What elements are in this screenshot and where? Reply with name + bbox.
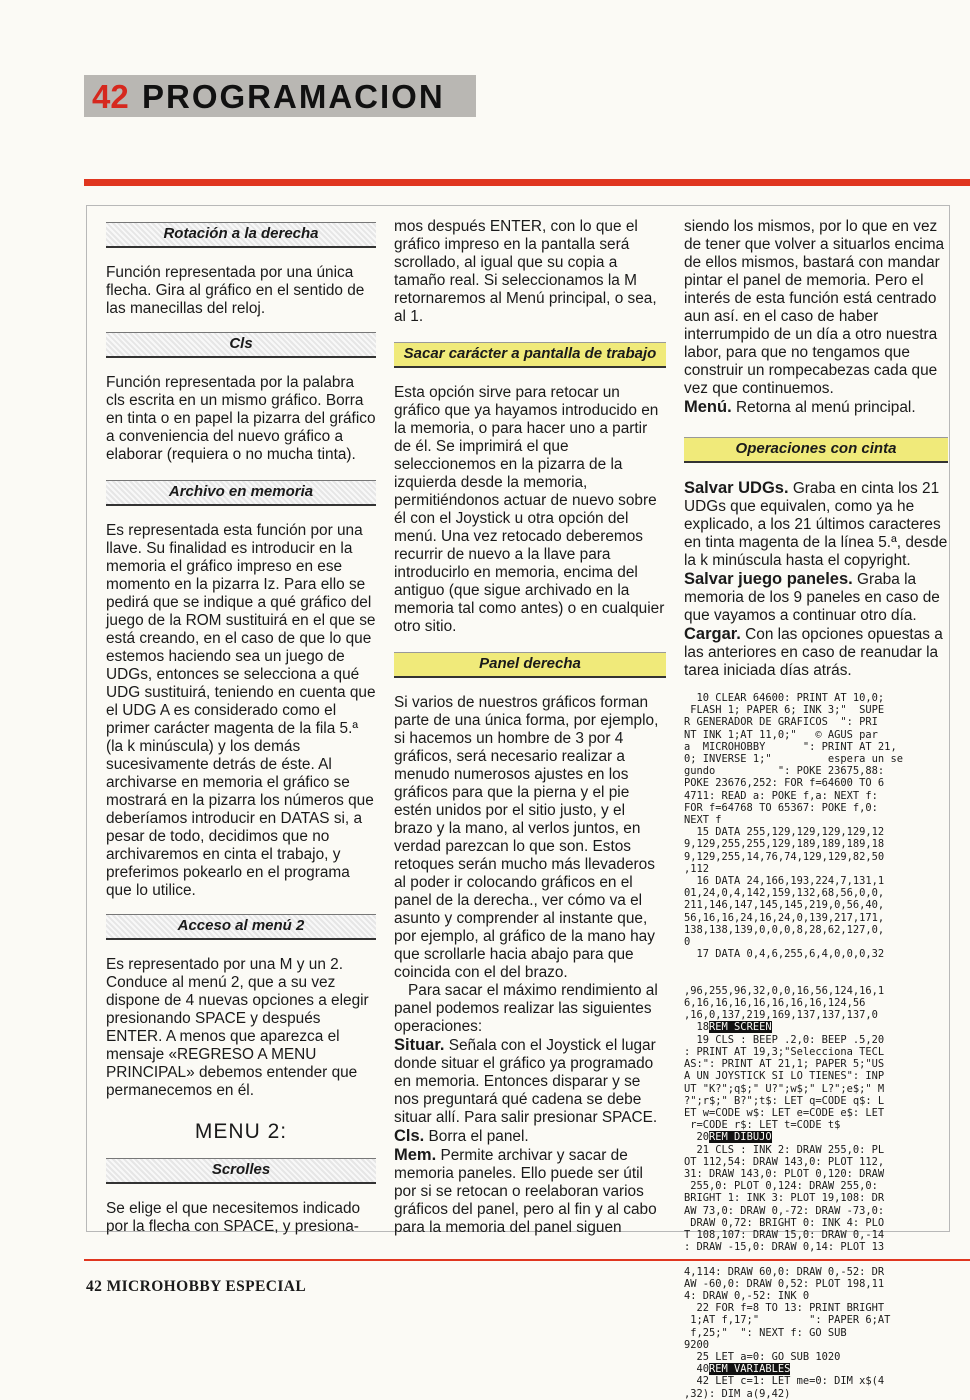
paragraph-mem: Mem. Permite archivar y sacar de memoria paneles. Ello puede ser útil por si se retocan o reelaboran varios gráficos del panel, pero al fin y al cabo para la memoria del panel siguen (394, 1146, 657, 1236)
column-2 (394, 218, 666, 1237)
column-1 (106, 218, 376, 1236)
paragraph: Para sacar el máximo rendimiento al panel podemos realizar las siguientes operaciones: (394, 982, 658, 1035)
paragraph: Función representada por una única flecha. Gira al gráfico en el sentido de las manecillas del reloj. (106, 264, 365, 317)
paragraph-cls: Cls. Borra el panel. (394, 1127, 529, 1145)
paragraph: siendo los mismos, por lo que en vez de tener que volver a situarlos encima de ellos mismos, bastará con mandar pintar el panel de memoria. Pero el interés de esta función está centrado aun así. en el caso de haber interrumpido de un día a otro nuestra labor, para que no tengamos que construir un rompecabezas cada que vez que continuemos. (684, 218, 945, 397)
page-footer: 42 MICROHOBBY ESPECIAL (86, 1278, 307, 1295)
paragraph-cargar: Cargar. Con las opciones opuestas a las anteriores en caso de reanudar la tarea iniciada días atrás. (684, 625, 943, 679)
menu-2-title: MENU 2: (194, 1120, 288, 1143)
inverse-rem: REM VARIABLES (709, 1363, 791, 1376)
header-title: PROGRAMACION (142, 78, 445, 115)
page-header (84, 75, 476, 117)
section-heading-cinta: Operaciones con cinta (684, 437, 948, 463)
section-heading-acceso: Acceso al menú 2 (106, 914, 376, 940)
inverse-rem: REM DIBUJO (709, 1131, 772, 1144)
paragraph: Es representada esta función por una llave. Su finalidad es introducir en la memoria el gráfico impreso en ese momento en la pizarra Iz. Para ello se pedirá que se indique a qué gráfico del juego de la ROM sustituirá en el que se está creando, en el caso de que lo que estemos haciendo sea un juego de UDGs, entonces se selecciona a qué UDG sustituirá, teniendo en cuenta que el UDG A es considerado como el primer carácter magenta de la fila 5.ª (la k minúscula) y los demás sucesivamente detrás de éste. Al archivarse en memoria el gráfico se mostrará en la pizarra los números que deberíamos introducir en DATAS si, a pesar de todo, decidimos que no archivaremos en cinta el trabajo, y preferimos pokearlo en el programa que lo utilice. (106, 522, 376, 899)
paragraph-menu: Menú. Retorna al menú principal. (684, 398, 916, 416)
section-heading-scrolles: Scrolles (106, 1158, 376, 1184)
inverse-rem: REM SCREEN (709, 1021, 772, 1034)
paragraph: Es representado por una M y un 2. Conduce al menú 2, que a su vez dispone de 4 nuevas opciones a elegir presionando SPACE y después ENTER. A menos que aparezca el mensaje «REGRESO A MENU PRINCIPAL» debemos entender que permanecemos en él. (106, 956, 369, 1099)
column-3 (684, 218, 948, 1400)
paragraph: Esta opción sirve para retocar un gráfico que ya hayamos introducido en la memoria, o para hacer uno a partir de él. Se imprimirá el que seleccionemos en la pizarra de la izquierda desde la memoria, permitiéndonos actuar de nuevo sobre él con el Joystick u otra opción del menú. Una vez retocado deberemos recurrir de nuevo a la llave para introducirlo en memoria, encima del antiguo (que sigue archivado en la memoria tal como antes) o en cualquier otro sitio. (394, 384, 665, 635)
paragraph-situar: Situar. Señala con el Joystick el lugar donde situar el gráfico ya programado en memoria. Entonces disparar y se nos preguntará qué cadena se debe situar allí. Para salir presionar SPACE. (394, 1036, 658, 1126)
section-heading-cls: Cls (106, 332, 376, 358)
header-rule (84, 179, 970, 186)
paragraph: Se elige el que necesitemos indicado por la flecha con SPACE, y presiona- (106, 1200, 361, 1235)
paragraph: Si varios de nuestros gráficos forman parte de una única forma, por ejemplo, si hacemos un hombre de 3 por 4 gráficos, será necesario realizar a menudo numerosos ajustes en los gráficos para que la pierna y el pie estén unidos por el sitio justo, y el brazo y la mano, al verlos juntos, en verdad parezcan lo que son. Estos retoques serán mucho más llevaderos al poder ir colocando gráficos en el panel de la derecha., ver cómo va el asunto y comprender al instante que, por ejemplo, al gráfico de la mano hay que scrollarle hacia abajo para que coincida con el del brazo. (394, 694, 659, 981)
section-heading-panel: Panel derecha (394, 652, 666, 678)
paragraph-salvar-juego: Salvar juego paneles. Graba la memoria de los 9 paneles en caso de que vayamos a continuar otro día. (684, 570, 940, 624)
paragraph: mos después ENTER, con lo que el gráfico impreso en la pantalla será scrollado, al igual que su copia a tamaño real. Si seleccionamos la M retornaremos al Menú principal, o sea, al 1. (394, 218, 657, 325)
section-heading-archivo: Archivo en memoria (106, 480, 376, 506)
basic-listing: 10 CLEAR 64600: PRINT AT 10,0; FLASH 1; PAPER 6; INK 3;" SUPE R GENERADOR DE GRAFICOS ": PRI NT INK 1;AT 11,0;" © AGUS par a MICROHOBBY ": PRINT AT 21, 0; INVERSE 1;" espera un se gundo ": POKE 23675,88: POKE 23676,252: FOR f=64600 TO 6 4711: READ a: POKE f,a: NEXT f: FOR f=64768 TO 65367: POKE f,0: NEXT f 15 DATA 255,129,129,129,129,12 9,129,255,255,129,189,189,189,18 9,129,255,14,76,74,129,129,82,50 ,112 16 DATA 24,166,193,224,7,131,1 01,24,0,4,142,159,132,68,56,0,0, 211,146,147,145,145,219,0,56,40, 56,16,16,24,16,24,0,139,217,171, 138,138,139,0,0,0,8,28,62,127,0, 0 17 DATA 0,4,6,255,6,4,0,0,0,32 ,96,255,96,32,0,0,16,56,124,16,1 6,16,16,16,16,16,16,16,124,56 ,16,0,137,219,169,137,137,137,0 18REM SCREEN 19 CLS : BEEP .2,0: BEEP .5,20 : PRINT AT 19,3;"Selecciona TECL AS:": PRINT AT 21,1; PAPER 5;"US A UN JOYSTICK SI LO TIENES": INP UT "K?";q$;" U?";w$;" L?";e$;" M ?";r$;" B?";t$: LET q=CODE q$: L ET w=CODE w$: LET e=CODE e$: LET r=CODE r$: LET t=CODE t$ 20REM DIBUJO 21 CLS : INK 2: DRAW 255,0: PL OT 112,54: DRAW 143,0: PLOT 112, 31: DRAW 143,0: PLOT 0,120: DRAW 255,0: PLOT 0,124: DRAW 255,0: BRIGHT 1: INK 3: PLOT 19,108: DR AW 73,0: DRAW 0,-72: DRAW -73,0: DRAW 0,72: BRIGHT 0: INK 4: PLO T 108,107: DRAW 15,0: DRAW 0,-14 : DRAW -15,0: DRAW 0,14: PLOT 13 4,114: DRAW 60,0: DRAW 0,-52: DR AW -60,0: DRAW 0,52: PLOT 198,11 4: DRAW 0,-52: INK 0 22 FOR f=8 TO 13: PRINT BRIGHT 1;AT f,17;" ": PAPER 6;AT f,25;" ": NEXT f: GO SUB 9200 25 LET a=0: GO SUB 1020 40REM VARIABLES 42 LET c=1: LET me=0: DIM x$(4 ,32): DIM a(9,42) (684, 692, 903, 1400)
footer-rule (84, 1259, 970, 1261)
section-heading-rotacion: Rotación a la derecha (106, 222, 376, 248)
header-page-number: 42 (92, 78, 129, 115)
paragraph: Función representada por la palabra cls escrita en un mismo gráfico. Borra en tinta o en papel la pizarra del gráfico a conveniencia del nuevo gráfico a elaborar (requiera o no mucha tinta). (106, 374, 376, 463)
section-heading-sacar: Sacar carácter a pantalla de trabajo (394, 342, 666, 368)
paragraph-salvar-udgs: Salvar UDGs. Graba en cinta los 21 UDGs que equivalen, como ya he explicado, a los 21 últimos caracteres en tinta magenta de la línea 5.ª, desde la k minúscula hasta el copyright. (684, 479, 948, 569)
